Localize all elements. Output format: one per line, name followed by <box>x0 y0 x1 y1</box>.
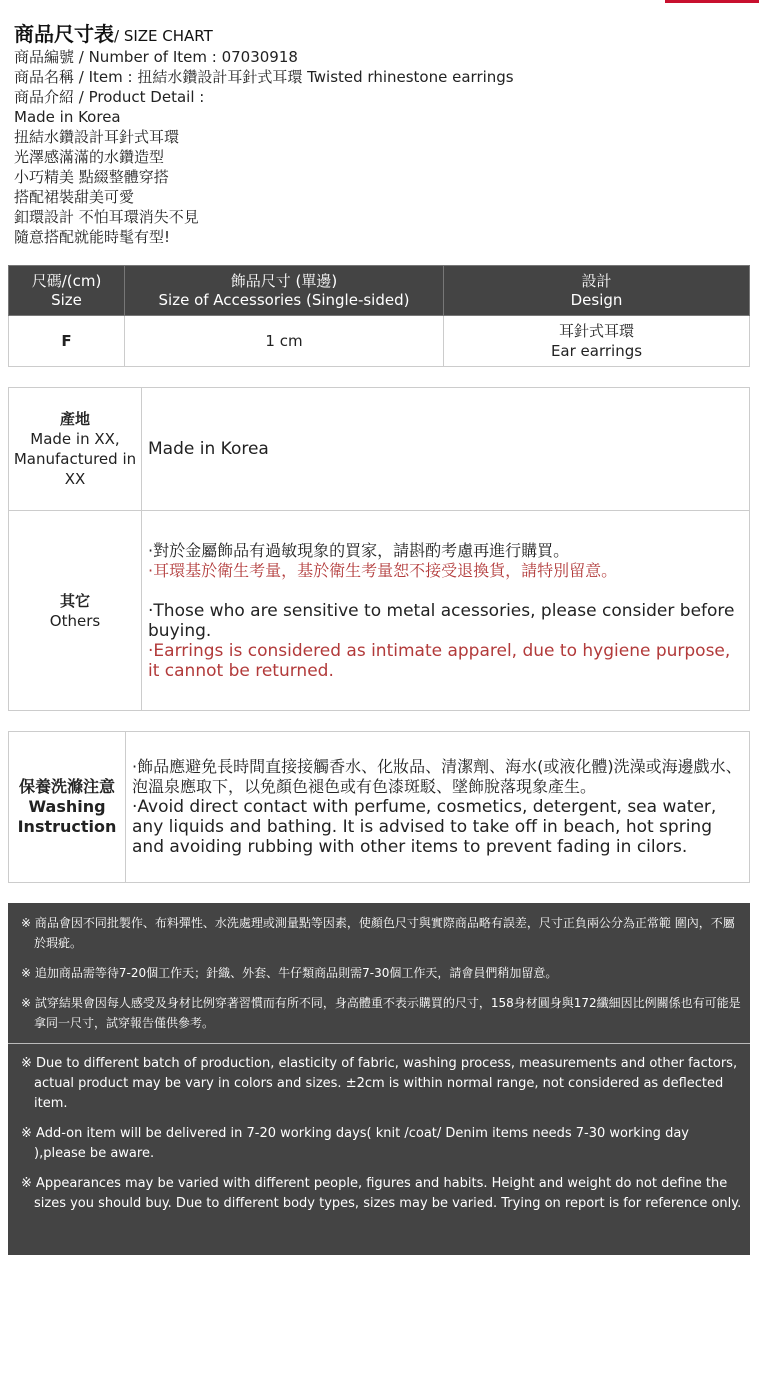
info-line: 小巧精美 點綴整體穿搭 <box>14 168 169 186</box>
label-zh: 其它 <box>59 591 90 610</box>
info-line: 搭配裙裝甜美可愛 <box>14 188 135 206</box>
note: ※ Add-on item will be delivered in 7-20 working days( knit /coat/ Denim items needs 7-30 working day ),please be aware. <box>21 1126 689 1161</box>
page-title <box>14 18 514 47</box>
cell-design <box>444 316 750 367</box>
washing-value <box>126 732 750 883</box>
design-zh: 耳針式耳環 <box>558 322 634 340</box>
note: ※ 試穿結果會因每人感受及身材比例穿著習慣而有所不同，身高體重不表示購買的尺寸，158身材圓身與172纖細因比例關係也有可能是拿同一尺寸，試穿報告僅供參考。 <box>21 996 741 1030</box>
info-line: 商品介紹 / Product Detail : <box>14 88 205 106</box>
header-design <box>444 266 750 316</box>
info-line: 釦環設計 不怕耳環消失不見 <box>14 208 199 226</box>
header-en: Size <box>51 290 82 309</box>
washing-label <box>9 732 126 883</box>
origin-row <box>9 388 750 511</box>
label-zh: 產地 <box>59 410 90 428</box>
header-en: Design <box>570 290 623 309</box>
notes-zh <box>8 903 750 1033</box>
note-en-warning: ·Earrings is considered as intimate apparel, due to hygiene purpose, it cannot be returned. <box>148 640 731 681</box>
washing-en: ·Avoid direct contact with perfume, cosmetics, detergent, sea water, any liquids and bathing. It is advised to take off in beach, hot spring and avoiding rubbing with other items to prevent fading in cilors. <box>132 797 717 857</box>
header-zh: 設計 <box>581 271 612 290</box>
header-zh: 尺碼/(cm) <box>31 271 102 290</box>
note: ※ 追加商品需等待7-20個工作天；針織、外套、牛仔類商品則需7-30個工作天，請會員們稍加留意。 <box>21 966 558 980</box>
label-en: Others <box>49 611 101 630</box>
header-en: Size of Accessories (Single-sided) <box>158 290 410 309</box>
table-header-row <box>9 266 750 316</box>
info-line: 光澤感滿滿的水鑽造型 <box>14 148 165 166</box>
others-value <box>142 511 750 711</box>
title-en: / SIZE CHART <box>114 27 213 45</box>
header-zh: 飾品尺寸 (單邊) <box>230 271 338 290</box>
notes-en <box>8 1054 750 1214</box>
note: ※ Due to different batch of production, elasticity of fabric, washing process, measurements and other factors, actual product may be vary in colors and sizes. ±2cm is within normal range, not considered as deflected item. <box>21 1056 738 1111</box>
info-line: 隨意搭配就能時髦有型! <box>14 228 171 246</box>
title-zh: 商品尺寸表 <box>14 22 114 46</box>
note-zh: ·對於金屬飾品有過敏現象的買家，請斟酌考慮再進行購買。 <box>148 540 570 560</box>
note: ※ 商品會因不同批製作、布料彈性、水洗處理或測量點等因素，使顏色尺寸與實際商品略有誤差，尺寸正負兩公分為正常範 圍內，不屬於瑕疵。 <box>21 916 735 950</box>
origin-label <box>9 388 142 511</box>
info-line: 商品編號 / Number of Item : 07030918 <box>14 48 298 66</box>
divider <box>8 1043 750 1044</box>
note-en: ·Those who are sensitive to metal acessories, please consider before buying. <box>148 600 735 641</box>
cell-accessory-size: 1 cm <box>125 316 444 367</box>
info-line: 扭結水鑽設計耳針式耳環 <box>14 128 180 146</box>
others-label <box>9 511 142 711</box>
washing-row <box>9 732 750 883</box>
note-zh-warning: ·耳環基於衛生考量，基於衛生考量恕不接受退換貨，請特別留意。 <box>148 560 618 580</box>
info-line: 商品名稱 / Item : 扭結水鑽設計耳針式耳環 Twisted rhinestone earrings <box>14 68 514 86</box>
origin-value: Made in Korea <box>142 388 750 511</box>
label-en: Made in XX, Manufactured in XX <box>13 430 137 488</box>
info-line: Made in Korea <box>14 108 121 126</box>
washing-zh: ·飾品應避免長時間直接接觸香水、化妝品、清潔劑、海水(或液化體)洗澡或海邊戲水、泡溫泉應取下，以免顏色褪色或有色漆斑駁、墜飾脫落現象產生。 <box>132 757 742 796</box>
size-table <box>8 265 750 367</box>
others-row <box>9 511 750 711</box>
design-en: Ear earrings <box>550 342 643 360</box>
label-en: Washing Instruction <box>17 797 117 836</box>
header-accessory-size <box>125 266 444 316</box>
table-row <box>9 316 750 367</box>
washing-table <box>8 731 750 883</box>
label-zh: 保養洗滌注意 <box>18 777 115 796</box>
note: ※ Appearances may be varied with different people, figures and habits. Height and weight do not define the sizes you should buy. Due to different body types, sizes may be varied. Trying on report is for reference only. <box>21 1176 742 1211</box>
product-header <box>14 18 514 247</box>
cell-size: F <box>9 316 125 367</box>
top-accent-bar <box>665 0 759 3</box>
notice-box <box>8 903 750 1255</box>
header-size <box>9 266 125 316</box>
origin-others-table <box>8 387 750 711</box>
